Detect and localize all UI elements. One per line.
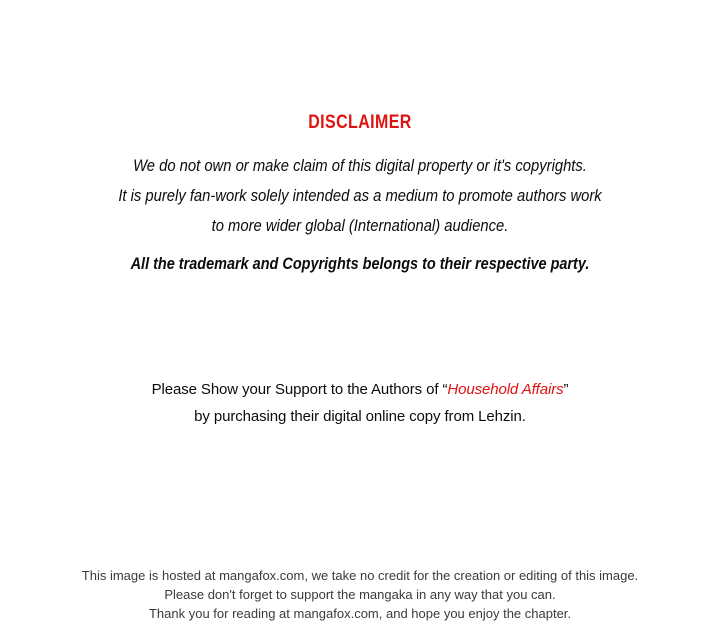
support-line-1 [0,376,720,403]
support-line-2: by purchasing their digital online copy from Lehzin. [194,408,526,425]
disclaimer-title: DISCLAIMER [308,112,412,133]
disclaimer-line: It is purely fan-work solely intended as a medium to promote authors work [118,186,602,205]
support-prefix: Please Show your Support to the Authors of “ [151,381,448,398]
disclaimer-paragraph [47,151,673,241]
manga-title: Household Affairs [447,381,564,398]
footer-line: Please don't forget to support the mangaka in any way that you can. [164,587,556,602]
hosting-footer [0,566,720,623]
disclaimer-line: to more wider global (International) audience. [211,216,509,235]
trademark-line: All the trademark and Copyrights belongs to their respective party. [130,254,590,273]
footer-line: Thank you for reading at mangafox.com, and hope you enjoy the chapter. [148,606,572,621]
support-block [0,376,720,430]
footer-line: This image is hosted at mangafox.com, we take no credit for the creation or editing of this image. [81,568,639,583]
disclaimer-line: We do not own or make claim of this digital property or it's copyrights. [133,156,587,175]
support-suffix: ” [563,381,569,398]
